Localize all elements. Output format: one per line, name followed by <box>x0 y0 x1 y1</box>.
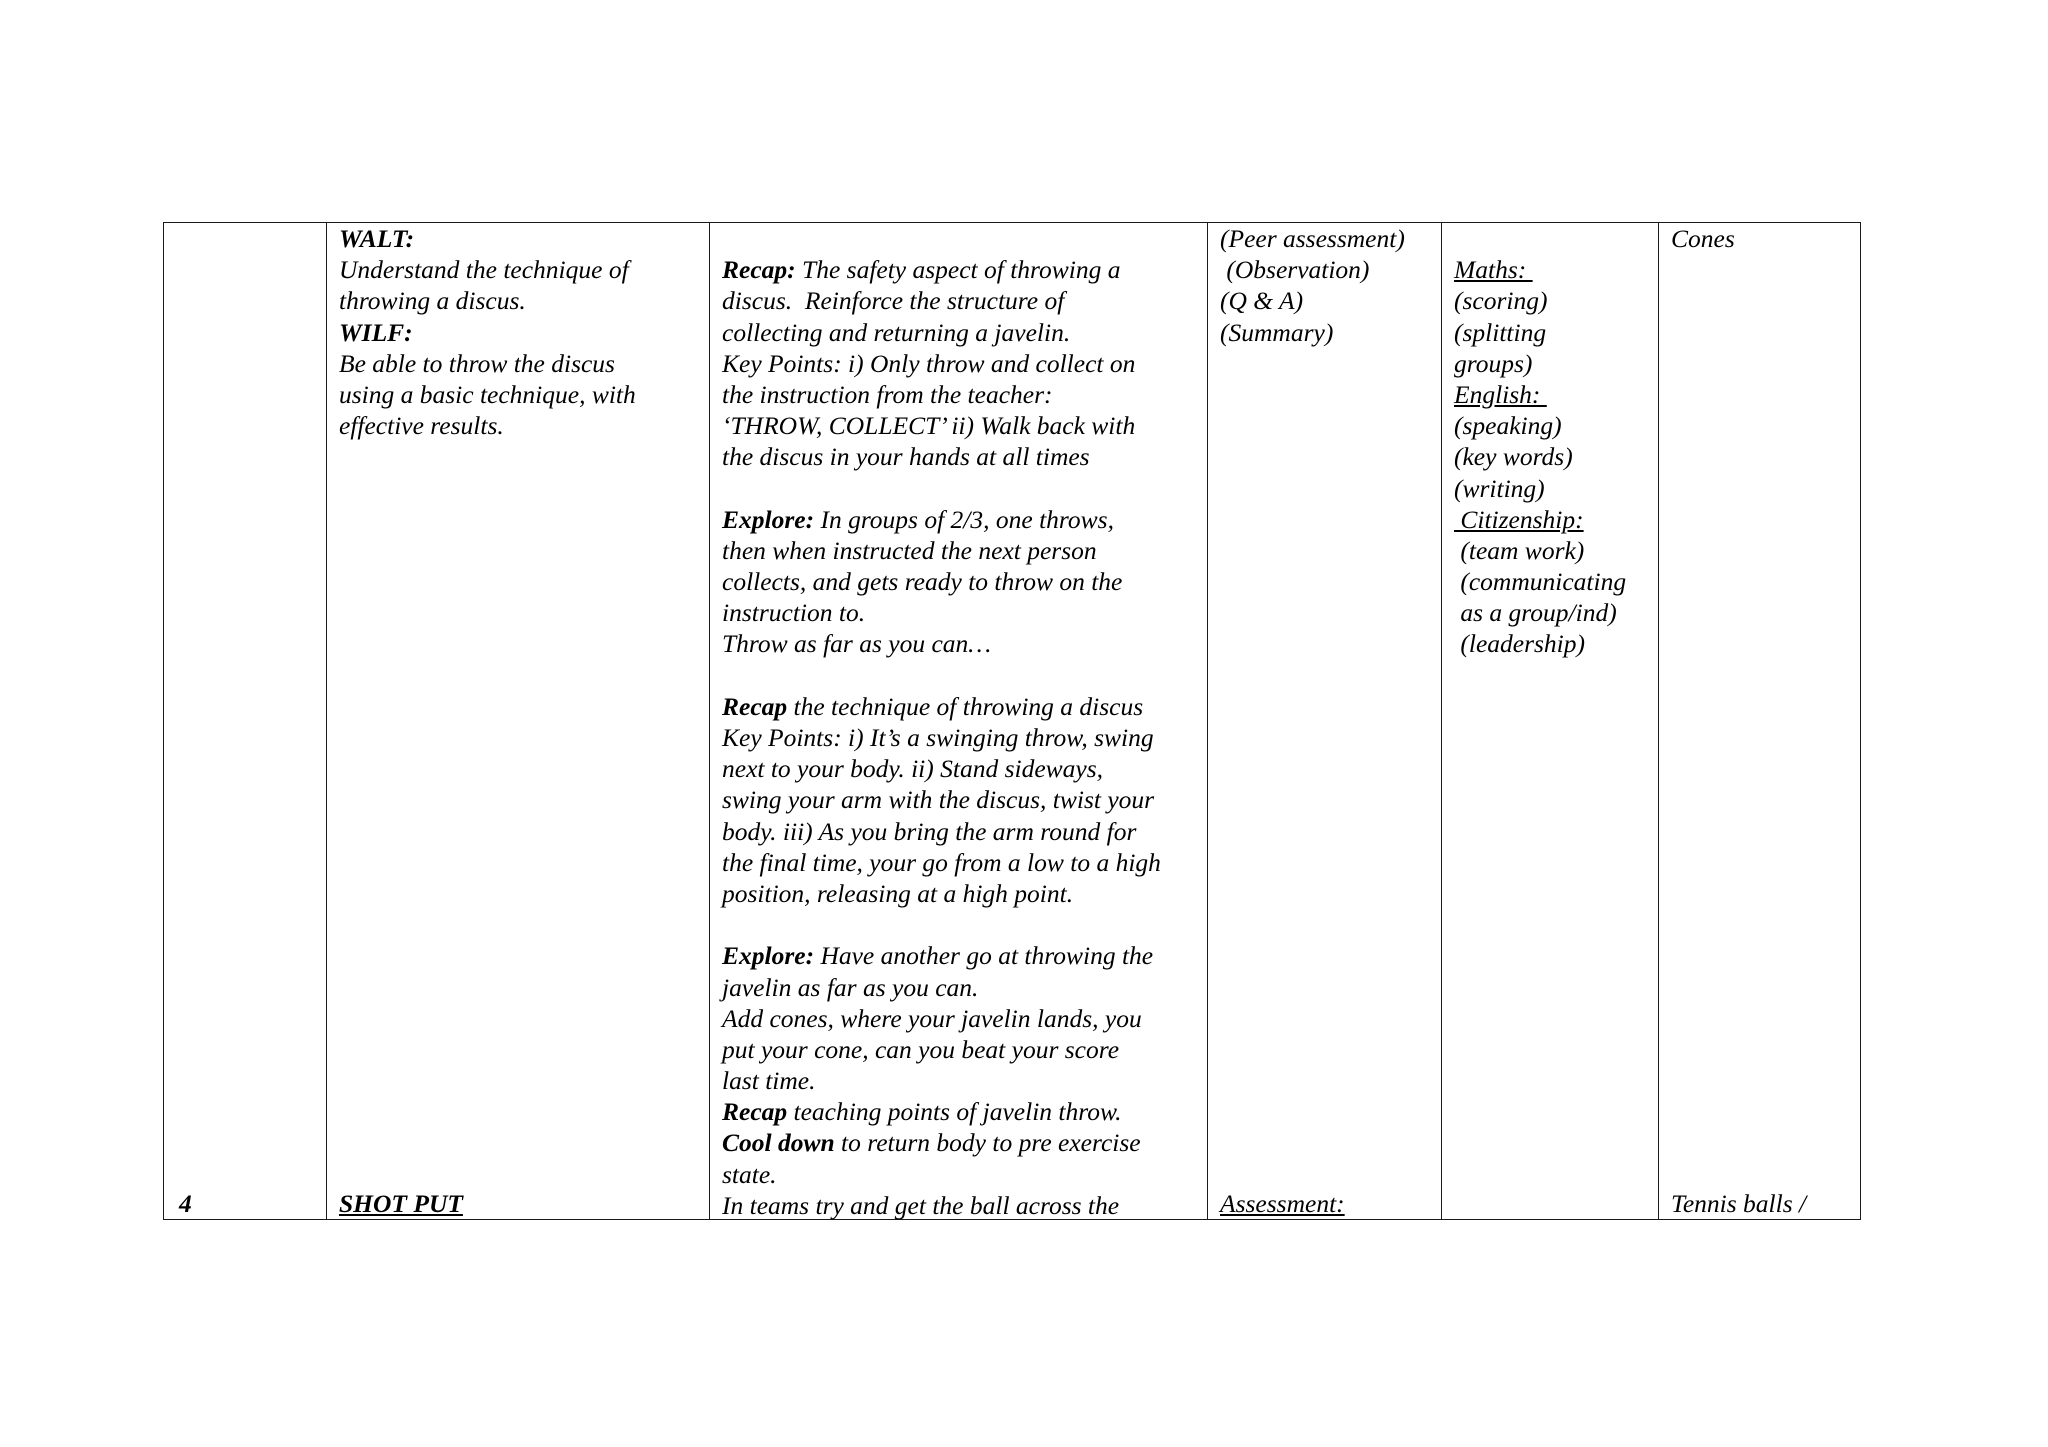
activity-text: collecting and returning a javelin. <box>722 317 1071 347</box>
activity-text: the final time, your go from a low to a high <box>722 847 1161 877</box>
activity-line <box>722 691 1207 722</box>
activity-line <box>722 660 1207 691</box>
activity-line <box>722 909 1207 940</box>
activity-text: ‘THROW, COLLECT’ ii) Walk back with <box>722 411 1136 441</box>
activity-text: In teams try and get the ball across the <box>722 1190 1120 1220</box>
activity-line <box>722 473 1207 504</box>
activity-line <box>722 940 1207 971</box>
resource-item: Cones <box>1671 224 1735 253</box>
column-divider <box>709 223 710 1219</box>
assessment-item: (Q & A) <box>1220 286 1304 316</box>
activity-text: next to your body. ii) Stand sideways, <box>722 754 1104 784</box>
activity-text: position, releasing at a high point. <box>722 878 1074 908</box>
citizenship-item: (team work) <box>1454 535 1585 565</box>
activity-keyword: Explore: <box>722 941 815 971</box>
activity-line <box>722 379 1207 410</box>
activity-line <box>722 410 1207 441</box>
assessment-item: (Summary) <box>1220 317 1334 347</box>
activity-line <box>722 972 1207 1003</box>
activity-text: swing your arm with the discus, twist your <box>722 785 1155 815</box>
activity-keyword: Cool down <box>722 1128 835 1158</box>
activity-text: state. <box>722 1159 777 1189</box>
activity-text: the instruction from the teacher: <box>722 379 1053 409</box>
lesson-number: 4 <box>179 1188 192 1218</box>
citizenship-item: as a group/ind) <box>1454 598 1617 628</box>
activity-line <box>722 317 1207 348</box>
activity-text: put your cone, can you beat your score <box>722 1034 1120 1064</box>
activities-cell <box>722 223 1207 1219</box>
column-divider <box>326 223 327 1219</box>
activity-line <box>722 816 1207 847</box>
wilf-label: WILF: <box>339 317 413 347</box>
activity-line <box>722 1065 1207 1096</box>
activity-text: Have another go at throwing the <box>814 941 1154 971</box>
activity-line <box>722 597 1207 628</box>
assessment-cell <box>1220 223 1441 1219</box>
activity-text: to return body to pre exercise <box>834 1128 1141 1158</box>
activity-text: last time. <box>722 1066 816 1096</box>
activity-text: Key Points: i) It’s a swinging throw, swing <box>722 723 1154 752</box>
english-label: English: <box>1454 379 1547 409</box>
walt-label: WALT: <box>339 224 415 253</box>
activity-text: the technique of throwing a discus <box>787 691 1144 721</box>
activity-line <box>722 1159 1207 1190</box>
activity-text: Throw as far as you can… <box>722 629 991 659</box>
lesson-number-cell <box>164 223 326 1219</box>
activity-line <box>722 753 1207 784</box>
activity-text: In groups of 2/3, one throws, <box>814 504 1114 534</box>
activity-text: The safety aspect of throwing a <box>795 255 1121 285</box>
activity-text: Add cones, where your javelin lands, you <box>722 1003 1142 1033</box>
activity-line <box>722 878 1207 909</box>
activity-line <box>722 1190 1207 1221</box>
activity-text: body. iii) As you bring the arm round for <box>722 816 1137 846</box>
assessment-item: (Peer assessment) <box>1220 224 1405 253</box>
activity-line <box>722 1127 1207 1158</box>
wilf-text-line: effective results. <box>339 411 504 441</box>
activity-text: discus. Reinforce the structure of <box>722 286 1065 316</box>
maths-item: (splitting <box>1454 317 1547 347</box>
assessment-item: (Observation) <box>1220 255 1370 285</box>
english-item: (key words) <box>1454 442 1573 472</box>
resources-cell <box>1671 223 1861 1219</box>
column-divider <box>1441 223 1442 1219</box>
activity-line <box>722 504 1207 535</box>
activity-keyword: Recap: <box>722 255 796 285</box>
column-divider <box>1207 223 1208 1219</box>
walt-text-line: Understand the technique of <box>339 255 629 285</box>
activity-text: teaching points of javelin throw. <box>787 1097 1122 1127</box>
assessment-heading-next: Assessment: <box>1220 1188 1345 1218</box>
citizenship-label: Citizenship: <box>1454 504 1584 534</box>
activity-text: the discus in your hands at all times <box>722 442 1090 472</box>
wilf-text-line: using a basic technique, with <box>339 379 636 409</box>
walt-text-line: throwing a discus. <box>339 286 526 316</box>
wilf-text-line: Be able to throw the discus <box>339 348 615 378</box>
citizenship-item: (leadership) <box>1454 629 1586 659</box>
activity-line <box>722 254 1207 285</box>
activity-line <box>722 1003 1207 1034</box>
activity-line <box>722 722 1207 753</box>
activity-line <box>722 847 1207 878</box>
english-item: (speaking) <box>1454 411 1562 441</box>
resource-item-next: Tennis balls / <box>1671 1188 1807 1218</box>
activity-line <box>722 784 1207 815</box>
activity-line <box>722 348 1207 379</box>
activity-text: instruction to. <box>722 598 866 628</box>
next-topic-title: SHOT PUT <box>339 1188 463 1218</box>
activity-line <box>722 1034 1207 1065</box>
column-divider <box>1658 223 1659 1219</box>
activity-keyword: Recap <box>722 691 788 721</box>
maths-item: groups) <box>1454 348 1533 378</box>
activity-line <box>722 1096 1207 1127</box>
activity-line <box>722 535 1207 566</box>
activity-line <box>722 566 1207 597</box>
citizenship-item: (communicating <box>1454 567 1627 597</box>
objectives-cell <box>339 223 709 1219</box>
activity-text: Key Points: i) Only throw and collect on <box>722 348 1136 378</box>
activity-text: javelin as far as you can. <box>722 972 979 1002</box>
maths-item: (scoring) <box>1454 286 1548 316</box>
lesson-plan-table <box>163 222 1861 1220</box>
english-item: (writing) <box>1454 473 1545 503</box>
activity-text: collects, and gets ready to throw on the <box>722 567 1123 597</box>
activity-line <box>722 285 1207 316</box>
activity-text: then when instructed the next person <box>722 535 1097 565</box>
activity-line <box>722 628 1207 659</box>
activity-keyword: Recap <box>722 1097 788 1127</box>
cross-curricular-cell <box>1454 223 1658 1219</box>
maths-label: Maths: <box>1454 255 1533 285</box>
activity-keyword: Explore: <box>722 504 815 534</box>
activity-line <box>722 441 1207 472</box>
